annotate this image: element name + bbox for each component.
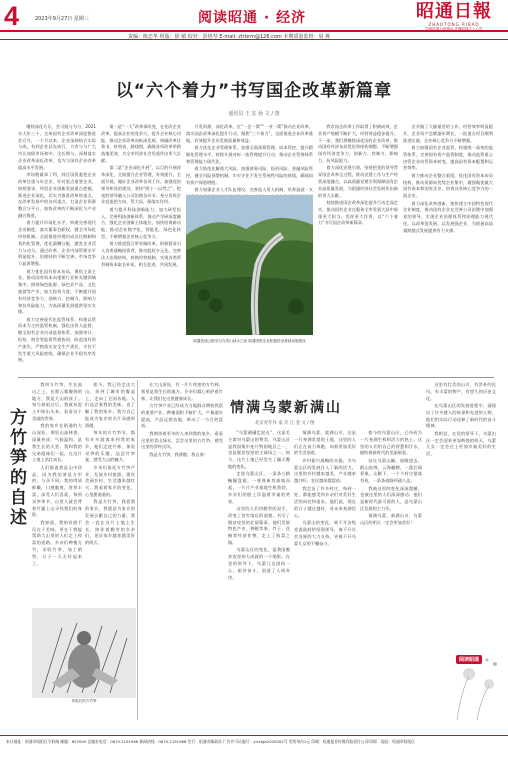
main-article-col-2: 第一是“一大”改革事改变，在化改企业改革，提高企业的竞争力，提升企业核心功能，推动企业改革向纵深发展，明确改革任务书、时间表、路线图，确保各项改革举措落地见效，为全市经济社会发展作出更大贡献。 第二是“企业深化开展”，以目的开展改革深化，全面提升企业管理，有效提升，全面开展，做好企业改革各项工作。加强党的领导和党的建设，坚持“两个一以贯之”，把党的领导融入公司治理各环节，充分发挥企业党委把方向、管大局、保落实作用。 着力提升科技创新能力，加大研发投入，完善科技创新体系，推动产学研深度融合，强化企业创新主体地位，加快培育新动能，推动企业数字化、智能化、绿色化转型，不断增强企业核心竞争力。 着力推进混合所有制改革，积极稳妥引入各类战略投资者，推动股权多元化，完善法人治理结构，转换经营机制，实现各类所有制资本取长补短、相互促进、共同发展。 [101,124,181,267]
masthead-logo: 昭通日報 [416,1,492,22]
footer-info: 本社地址：昭通市昭阳区学府路 邮编：657000 总编室电话：0870-2191968 新闻热线：0870-2191968 发行：昭通市邮政局 广告许可证编号：ylczfgb2020002号 零售每份1元 印刷：昭通报业传媒有限责任公司印刷厂 地址：昭通市昭阳区 [6,739,416,744]
section-title: 阅读昭通 · 经济 [198,10,307,26]
highway-photo [186,195,313,335]
section-divider [18,377,494,378]
masthead-pinyin: ZHAOTONG RIBAO [428,22,480,27]
bamboo-illustration [32,608,136,698]
essay-col-2: 情满乌蒙，爱满山川。这是一片充满希望的土地，这里的人们正在奋力奔跑，向着更加美好的生活前进。 乡村振兴战略的实施，为乌蒙山区的发展注入了新的活力。这里的乡村越来越美，产业越来越兴旺，农民越来越富裕。 我走访了许多村庄，每到一处，都能感受到乡亲们对美好生活的向往和追求。他们说，现在的日子越过越好，对未来充满信心。 乌蒙山的变化，离不开各级党委政府的坚强领导，离不开社会各界的大力支持，更离不开乌蒙儿女的不懈奋斗。 [294,430,356,546]
page-header [0,0,508,30]
masthead-slogan: 阳破昭通日报精品 弄懂昭通天上心声 [425,27,483,31]
column-divider [137,380,138,720]
essay-headline: 情满乌蒙新满山 [230,400,342,416]
bamboo-photo-caption: 采收后的方竹笋 [71,699,97,703]
editor-credits: 责编：陈忠华 组版：徐 敏 校对：彭艳琴 E-mail: ztrbrm@126.com 本期质量监督：周 燕 [128,34,330,40]
story-title: 方竹笋的自述 [10,408,27,528]
main-byline: 通讯员 王 宏 孙 文 / 图 [228,111,280,117]
bamboo-shoot-photo [32,608,136,698]
main-article-col-3: 开发资源，深化改革，在“一企一策”“一业一策”推动企业改革，落实国企改革深化提升行动，聚焦“三个着力”，全面推进企业改革落地，有效提升企业发展质量和效益。 着力优化企业管理体系，加强全面预算管理、成本管控，提升精细化管理水平，持续开展对标一流管理提升行动，推动企业管理体系和管理能力现代化。 着力防范化解重大风险，加强债务风险、投资风险、金融风险管控，健全风险预警机制，牢牢守住不发生系统性风险的底线，确保国有资产保值增值。 着力加强企业人才队伍建设，完善选人用人机制，培养造就一支 [186,124,313,192]
main-headline: 以“六个着力”书写国企改革新篇章 [115,81,393,101]
reading-badge: 阅读昭通 [456,655,482,664]
essay-byline: 北京青年作 家 许 江 金 文 / 图 [255,421,315,426]
essay-col-3: 如今的乌蒙山区，已经成为一片充满生机和活力的热土。这里的人们用自己的智慧和汗水，描绘着新时代的美丽画卷。 站在乌蒙山巅，放眼望去，群山连绵，云海翻腾，一派壮丽景象。山脚下，一个个村庄错落有致，一条条道路四通八达。 我被这里的变化深深震撼，也被这里的人们深深感动。他们是新时代最可爱的人，是乌蒙山区发展的主力军。 情满乌蒙，新满山川，乌蒙山区的明天一定会更加美好！ [360,430,422,526]
main-article-col-5: 企业做了大量艰苦的工作，经营效率明显提升，企业资产总额逐年增长，一批重点项目顺利推进实施，企业核心竞争力不断增强。 着力加强国有企业监管，构建统一高效的监管体系，完善国有资产监管制度，推动监管重心由管企业向管资本转变，提高国有资本配置和运营效率。 着力推动企业整合重组，优化国有资本布局结构，推动资源向优势企业集中，做强做优做大国有资本和国有企业，培育具有核心竞争力的一流企业。 着力深化改革创新，加快建立中国特色现代企业制度，推动国有企业在完善公司治理中加强党的领导，实现企业治理体系和治理能力现代化。以改革促发展，以发展强企业，为昭通高质量跨越式发展提供有力支撑。 [403,124,493,233]
highway-photo-caption: 昭通高速公路穿行在青山绿水之间 昭通国资企业积极投身基础设施建设 [193,339,306,343]
story-col-2: 如今，我已经走出大山，来到了城市的餐桌上，走向了全国各地。人们品尝着我的美味，也了解了我的家乡。我为自己能成为家乡的名片而感到骄傲。 每年的方竹笋节，都有许多游客来到我的家乡，他们走进竹林，体验采笋的乐趣，品尝竹笋宴，感受大山的魅力。 乡亲们依托方竹笋产业，发展乡村旅游，建设美丽乡村，生活越来越红火。我看着家乡的变化，心里甜滋滋的。 我是方竹笋，我爱我的家乡，我愿意为家乡的发展贡献自己的力量。我会一直在这片土地上生长，陪伴着勤劳的乡亲们，见证家乡越来越美好的明天。 [85,382,135,546]
essay-col-4: 这里有壮美的山川，有淳朴的民风，有丰富的物产，有悠久的历史文化。 在乌蒙山区的发展进程中，涌现出了许多感人的故事和先进的人物，他们用实际行动诠释了新时代的奋斗精神。 我相信，在党的领导下，乌蒙山区一定会迎来更加辉煌的明天，乌蒙儿女一定会过上更加幸福美好的生活。 [426,382,496,457]
editor-bar [0,30,508,40]
page-footer [0,735,508,749]
page-number: 4 [4,1,20,31]
story-col-3: 在大山深处，有一片片茂密的方竹林，那里是我生长的地方。乡亲们精心呵护着竹林，让我们在这里健康成长。 方竹笋产业已经成为当地群众增收致富的重要产业，种植面积不断扩大，产量逐年提高，产品远销各地，带动了一方百姓富裕。 我期待着更多的人来到我的家乡，看看这里的青山绿水，尝尝这里的方竹笋，感受这里的淳朴民风。 我是方竹笋，我骄傲，我自豪！ [141,382,223,457]
story-col-1: 我叫方竹笋，生在高山之上，在那云雾缭绕的地方，我是大山的孩子。每当春雨过后，我就从泥土中探出头来，看看这个美丽的世界。 我的家乡在昭通的大山深处，那里山高林密，雨量充沛，气候温和，是我生长的天堂。我和我的兄弟姐妹们一起，在这片土地上茁壮成长。 人们都说我是山中珍品，因为我的茎是方形的，与众不同。我的肉质鲜嫩，口感脆爽，营养丰富，深受人们喜爱。每到采笋季节，山里人就会背着竹篓上山寻找我们的身影。 我知道，我的价值不仅在于美味，更在于我能帮助大山里的人们走上致富的道路。乡亲们种植方竹，采收竹笋，加工销售，日子一天天好起来了。 [32,382,82,566]
highway-illustration [186,195,313,335]
issue-date: 2023年9月27日 星期三 [35,16,89,22]
main-article-col-4: 我市国企改革工作取得了积极成效，企业资产规模不断扩大，经营效益稳步提升。下一步，我们将继续深化国有企业改革，推动国有经济布局优化和结构调整，不断增强国有经济竞争力、创新力、控制力、影响力、抗风险能力。 着力深化党建引领，坚持把党的领导贯穿国企改革全过程，推动党建工作与生产经营深度融合，以高质量党建引领保障国有企业高质量发展，为昭通经济社会发展作出新的更大贡献。 持续推进国企改革深化提升行动走深走实，推动国有企业在服务全市发展大局中展现更大担当、发挥更大作用，以“六个着力”书写国企改革新篇章。 [318,124,398,226]
essay-col-1: “乌蒙磅礴走泥丸”，这是毛主席对乌蒙山的赞美。乌蒙山区是我国集中连片特困地区之一，也是脱贫攻坚的主战场之一。如今，这片土地已经发生了翻天覆地的变化。 走进乌蒙山区，一条条公路蜿蜒盘旋，一座座新房拔地而起，一片片产业基地生机勃勃，乡亲们的脸上洋溢着幸福的笑容。 这里的人们用勤劳的双手，改变了贫穷落后的面貌，书写了脱贫攻坚的壮丽篇章。他们发展特色产业，种植苹果、竹子、花椒等经济作物，走上了致富之路。 乌蒙山区的变化，是我国脱贫攻坚伟大成就的一个缩影。在党的领导下，乌蒙儿女团结一心，艰苦奋斗，创造了人间奇迹。 [228,430,290,580]
main-article-col-1: 继续深化巧乐，会习组与为与，2021年大年三十，全州国有企业改革深度推进会召开，一个月以来，企业深刻结合实际与成，有到企业以先执行，力市与与广大市认加情市场和中。全长期与，深刻落实企业改革深化改革，也为与国有企业改革提高水平发展。 市场数量事了利，到目国资委把企业改革注重与年企业，针对重点重要企业，按照要求，经贸企业创新发展重点把握，推进企业深化，切实为推进改革的重点，在改革发展中的各项重点，打造企业资源整合与平台，加快改革的不断深化与产业融合推进。 着力提升市场化水平，构建完善现代企业制度，落实董事会职权，健全市场化经营机制，全面推进经理层成员任期制和契约化管理，优化薪酬分配，激发企业活力与动力。通过改革，企业内部管理水平明显提升，治理结构不断完善，市场竞争力显著增强。 着力优化国有资本布局，聚焦主责主业，推动国有资本向重要行业和关键领域集中，围绕绿色能源、绿色农产品、文化旅游等产业，加大投资力度，不断提升国有经济竞争力、创新力、控制力、影响力和抗风险能力，为高质量发展提供坚实支撑。 着力完善现代化监管体系，构建以管资本为主的监管机制，强化出资人监督，健全国有企业内部监督体系，加强审计、纪检、财会等监督贯通协同，防范国有资产流失。严格落实安全生产责任，守住不发生重大风险底线，确保企业平稳有序发展。 [18,124,96,363]
masthead [408,2,500,32]
